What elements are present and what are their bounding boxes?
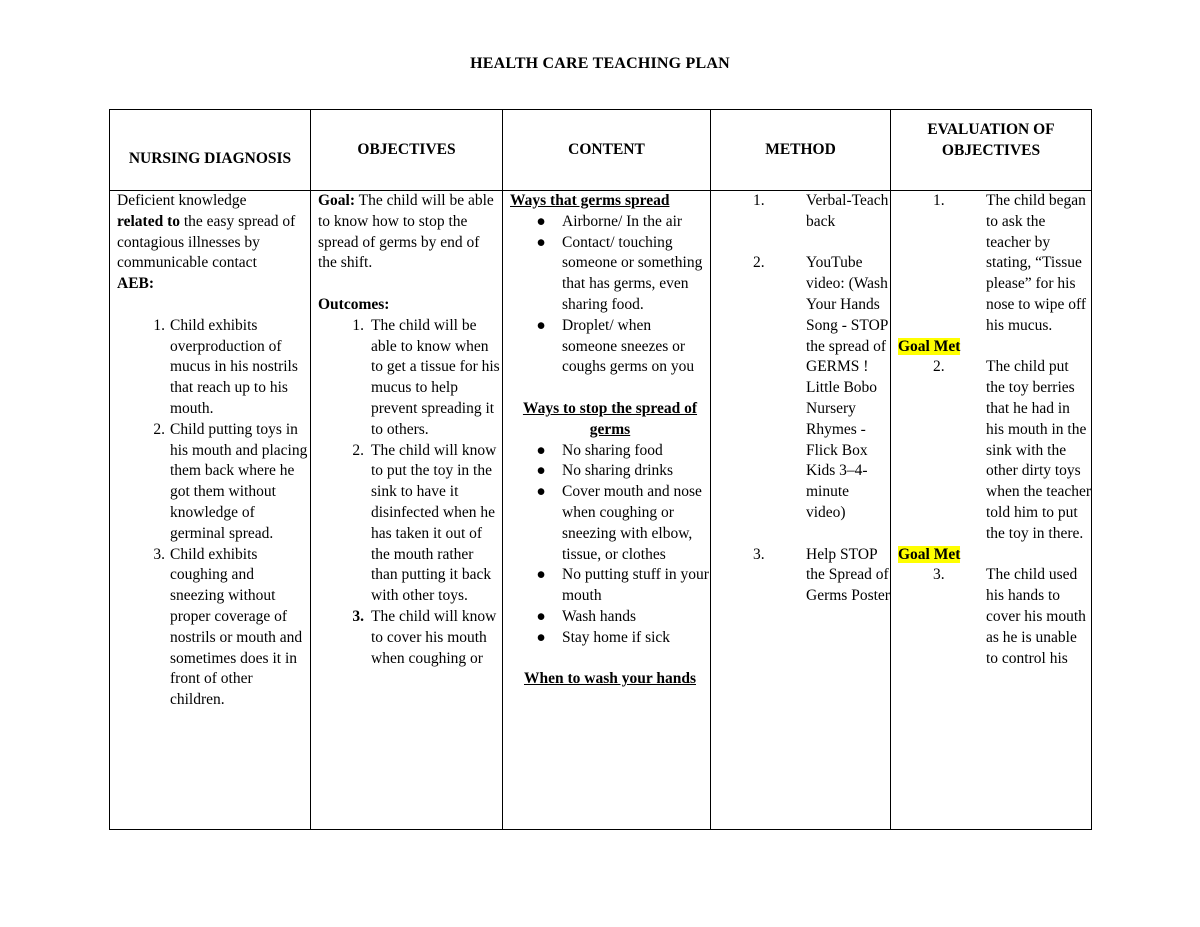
nursing-diagnosis-cell [110,191,311,830]
heading-when-to-wash: When to wash your hands [524,670,696,688]
list-item: 1. The child began to ask the teacher by stating, “Tissue please” for his nose to wipe off his mucus. [933,192,1087,334]
method-cell [711,191,891,830]
list-item: 2. The child will know to put the toy in the sink to have it disinfected when he has taken it out of the mouth rather than putting it back with other toys. [352,441,497,605]
bullet-icon: ● [536,607,546,625]
heading-ways-germs-spread: Ways that germs spread [510,192,670,209]
list-item: 2. YouTube video: (Wash Your Hands Song - STOP the spread of GERMS ! Little Bobo Nursery Rhymes - Flick Box Kids 3–4-minute video) [753,254,888,521]
column-header-evaluation: EVALUATION OF OBJECTIVES [891,110,1092,191]
list-item: 3. Help STOP the Spread of Germs Poster [753,545,890,605]
list-item: 3. Child exhibits coughing and sneezing without proper coverage of nostrils or mouth and sometimes does it in front of other children. [153,545,303,709]
list-item: ● Cover mouth and nose when coughing or sneezing with elbow, tissue, or clothes [510,482,710,565]
aeb-label: AEB: [117,275,155,293]
content-cell [503,191,711,830]
evaluation-cell [891,191,1092,830]
list-item: ● Droplet/ when someone sneezes or coughs germs on you [510,316,710,378]
evaluation-list [898,191,1091,337]
diagnosis-intro: Deficient knowledge related to the easy spread of contagious illnesses by communicable contact [117,192,296,272]
evaluation-list [898,357,1091,544]
page-title: HEALTH CARE TEACHING PLAN [470,55,730,72]
table-header-row [110,110,1092,191]
stop-list [510,441,710,649]
list-item: ● Airborne/ In the air [510,212,710,233]
list-item: ● No putting stuff in your mouth [510,565,710,607]
bullet-icon: ● [536,462,546,480]
table-body-row [110,191,1092,830]
heading-ways-stop-spread: Ways to stop the spread of germs [522,399,698,438]
list-item: ● No sharing drinks [510,461,710,482]
list-item: ● Stay home if sick [510,628,710,649]
list-item: ● Contact/ touching someone or something that has germs, even sharing food. [510,233,710,316]
teaching-plan-table [109,109,1092,830]
spread-list [510,212,710,378]
list-item: 3. The child will know to cover his mouth when coughing or [352,607,497,667]
bullet-icon: ● [536,628,546,646]
column-header-objectives: OBJECTIVES [311,110,503,191]
list-item: 1. Child exhibits overproduction of mucus in his nostrils that reach up to his mouth. [153,316,298,417]
method-list [718,191,890,607]
list-item: 2. The child put the toy berries that he had in his mouth in the sink with the other dirty toys when the teacher told him to put the toy in there. [933,358,1091,542]
evaluation-list [898,565,1091,669]
column-header-nursing-diagnosis: NURSING DIAGNOSIS [110,110,311,191]
list-item: 1. Verbal-Teach back [753,192,889,230]
list-item: ● No sharing food [510,441,710,462]
column-header-method: METHOD [711,110,891,191]
goal-statement: Goal: The child will be able to know how to stop the spread of germs by end of the shift. [318,192,494,272]
bullet-icon: ● [536,233,546,251]
diagnosis-list [117,316,310,711]
list-item: 2. Child putting toys in his mouth and placing them back where he got them without knowledge of germinal spread. [153,420,308,542]
bullet-icon: ● [536,483,546,501]
bullet-icon: ● [536,566,546,584]
bullet-icon: ● [536,316,546,334]
outcomes-list [318,316,502,670]
bullet-icon: ● [536,212,546,230]
list-item: 3. The child used his hands to cover his mouth as he is unable to control his [933,566,1086,667]
list-item: 1. The child will be able to know when to get a tissue for his mucus to help prevent spreading it to others. [352,316,500,438]
goal-met-badge: Goal Met [898,337,961,355]
outcomes-label: Outcomes: [318,295,390,313]
goal-met-badge: Goal Met [898,545,961,563]
list-item: ● Wash hands [510,607,710,628]
bullet-icon: ● [536,441,546,459]
objectives-cell [311,191,503,830]
column-header-content: CONTENT [503,110,711,191]
